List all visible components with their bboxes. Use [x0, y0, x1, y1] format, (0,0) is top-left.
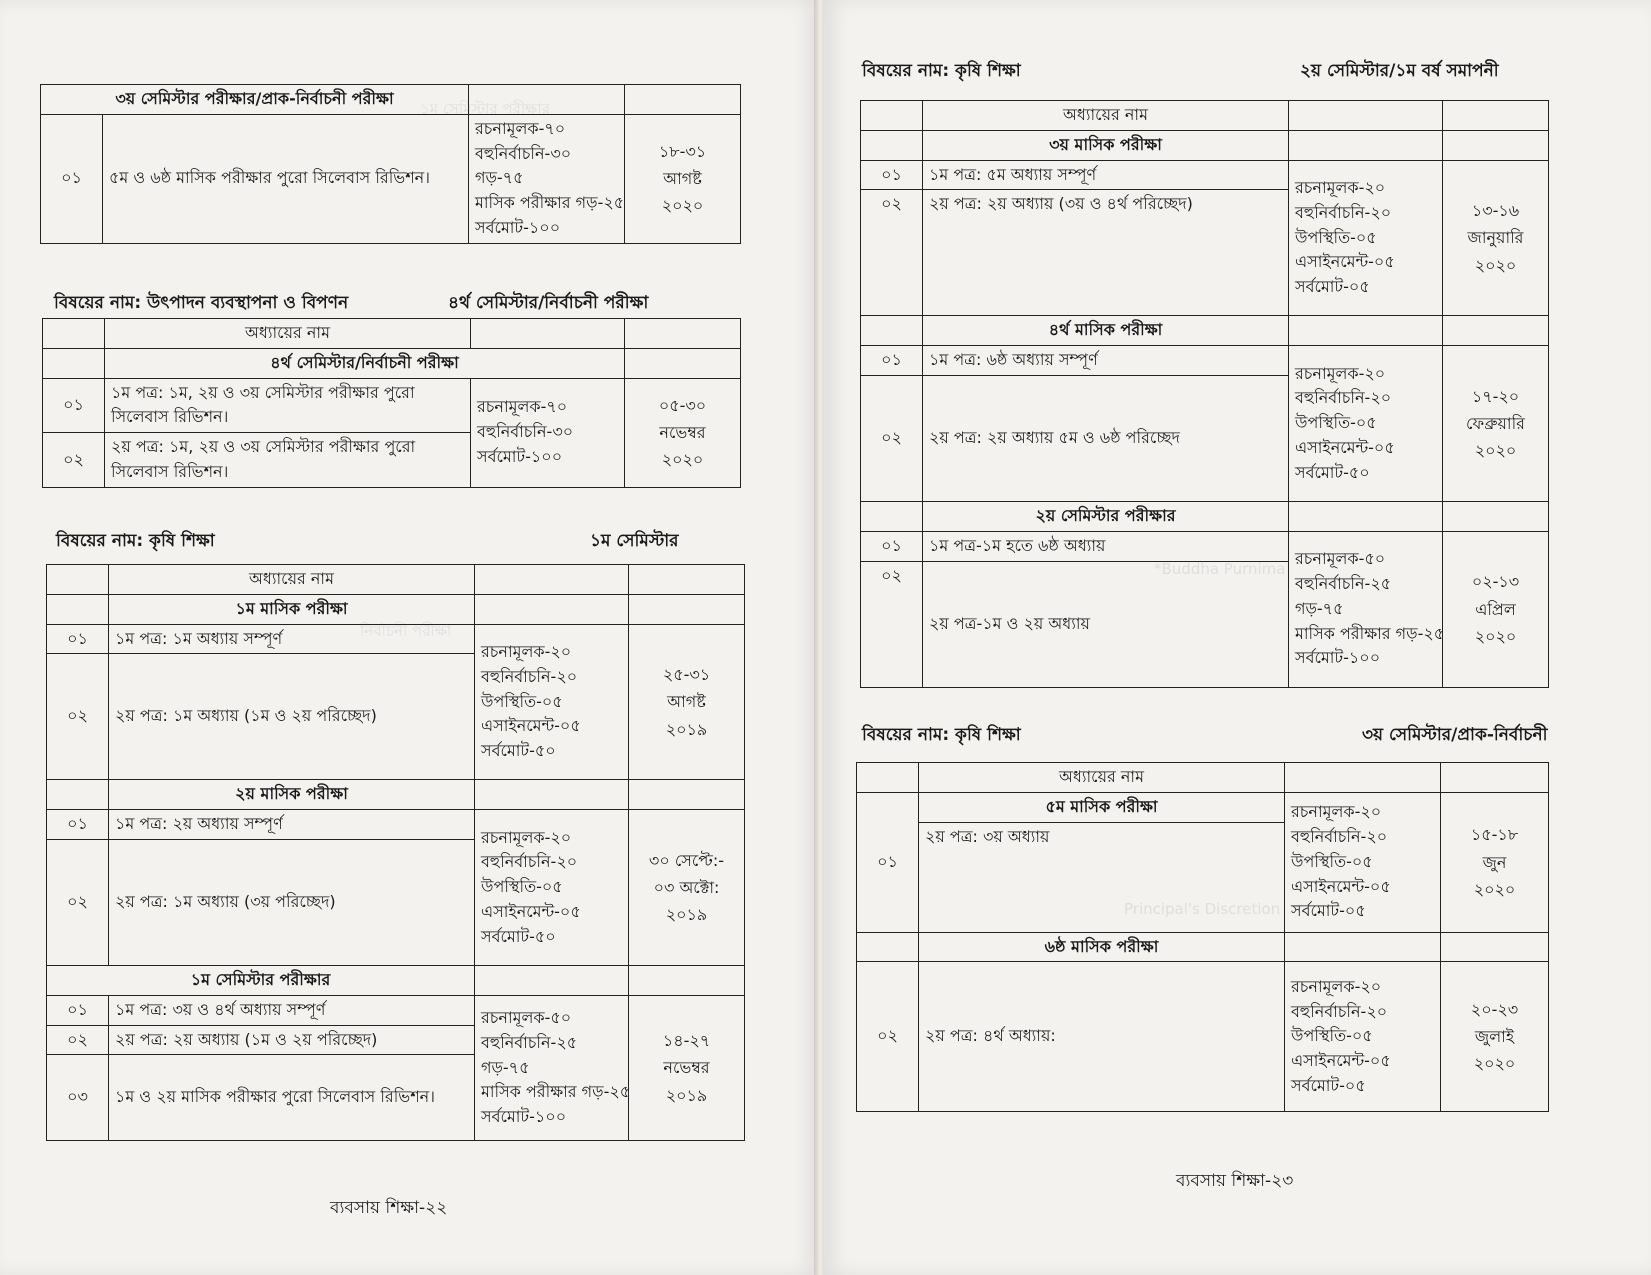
exam-date: ১৩-১৬ জানুয়ারি ২০২০ [1443, 160, 1549, 316]
serial-number: ০২ [861, 375, 923, 501]
bleed-through-text: Principal's Discretion [1124, 900, 1281, 918]
section-title: ৬ষ্ঠ মাসিক পরীক্ষা [919, 932, 1285, 962]
chapter-topic: ১ম ও ২য় মাসিক পরীক্ষার পুরো সিলেবাস রিভিশন। [109, 1055, 475, 1141]
exam-date: ১৫-১৮ জুন ২০২০ [1441, 792, 1549, 932]
section-title: ৪র্থ মাসিক পরীক্ষা [923, 316, 1289, 346]
chapter-topic: ২য় পত্র: ১ম, ২য় ও ৩য় সেমিস্টার পরীক্ষার পুরো সিলেবাস রিভিশন। [105, 433, 471, 488]
marks-distribution: রচনামূলক-২০ বহুনির্বাচনি-২০ উপস্থিতি-০৫ এসাইনমেন্ট-০৫ সর্বমোট-৫০ [1289, 346, 1443, 502]
marks-distribution: রচনামূলক-২০ বহুনির্বাচনি-২০ উপস্থিতি-০৫ এসাইনমেন্ট-০৫ সর্বমোট-০৫ [1285, 792, 1441, 932]
bleed-through-text: *Buddha Purnima [1154, 560, 1286, 578]
marks-distribution: রচনামূলক-২০ বহুনির্বাচনি-২০ উপস্থিতি-০৫ এসাইনমেন্ট-০৫ সর্বমোট-৫০ [475, 810, 629, 966]
exam-name: ৩য় সেমিস্টার/প্রাক-নির্বাচনী [1362, 725, 1548, 745]
chapter-topic: ১ম পত্র: ৬ষ্ঠ অধ্যায় সম্পূর্ণ [923, 346, 1289, 376]
section-title: ৫ম মাসিক পরীক্ষা [919, 792, 1285, 822]
subject-name: বিষয়ের নাম: কৃষি শিক্ষা [56, 531, 215, 551]
marks-distribution: রচনামূলক-৫০ বহুনির্বাচনি-২৫ গড়-৭৫ মাসিক পরীক্ষার গড়-২৫ সর্বমোট-১০০ [475, 995, 629, 1141]
subject-name: বিষয়ের নাম: কৃষি শিক্ষা [862, 725, 1021, 745]
schedule-table-production-marketing [42, 318, 740, 488]
exam-date: ১৪-২৭ নভেম্বর ২০১৯ [629, 995, 745, 1141]
bleed-through-text: নির্বাচনী পরীক্ষা [360, 622, 452, 640]
chapter-topic: ২য় পত্র: ৩য় অধ্যায় [919, 822, 1285, 932]
exam-date: ০৫-৩০ নভেম্বর ২০২০ [625, 378, 741, 487]
marks-distribution: রচনামূলক-২০ বহুনির্বাচনি-২০ উপস্থিতি-০৫ এসাইনমেন্ট-০৫ সর্বমোট-০৫ [1285, 962, 1441, 1112]
exam-name: ২য় সেমিস্টার/১ম বর্ষ সমাপনী [1300, 61, 1499, 81]
marks-distribution: রচনামূলক-৭০ বহুনির্বাচনি-৩০ গড়-৭৫ মাসিক পরীক্ষার গড়-২৫ সর্বমোট-১০০ [469, 114, 625, 243]
right-page [824, 0, 1651, 1275]
exam-name: ৪র্থ সেমিস্টার/নির্বাচনী পরীক্ষা [448, 293, 649, 313]
schedule-table-agriculture-1st-semester [46, 564, 744, 1141]
column-header: অধ্যায়ের নাম [105, 319, 471, 349]
marks-distribution: রচনামূলক-২০ বহুনির্বাচনি-২০ উপস্থিতি-০৫ এসাইনমেন্ট-০৫ সর্বমোট-০৫ [1289, 160, 1443, 316]
serial-number: ০২ [857, 962, 919, 1112]
chapter-topic: ১ম পত্র: ১ম অধ্যায় সম্পূর্ণ [109, 624, 475, 654]
chapter-topic: ৫ম ও ৬ষ্ঠ মাসিক পরীক্ষার পুরো সিলেবাস রিভিশন। [103, 114, 469, 243]
exam-date: ২০-২৩ জুলাই ২০২০ [1441, 962, 1549, 1112]
schedule-table-agriculture-2nd-semester [860, 100, 1525, 688]
serial-number: ০৩ [47, 1055, 109, 1141]
section-title: ১ম সেমিস্টার পরীক্ষার [47, 965, 475, 995]
schedule-table-agriculture-3rd-semester [856, 762, 1518, 1112]
exam-name: ১ম সেমিস্টার [590, 531, 679, 551]
chapter-topic: ২য় পত্র: ২য় অধ্যায় ৫ম ও ৬ষ্ঠ পরিচ্ছেদ [923, 375, 1289, 501]
serial-number: ০১ [47, 995, 109, 1025]
column-header: অধ্যায়ের নাম [923, 101, 1289, 131]
marks-distribution: রচনামূলক-৭০ বহুনির্বাচনি-৩০ সর্বমোট-১০০ [471, 378, 625, 487]
section-title: ৩য় মাসিক পরীক্ষা [923, 130, 1289, 160]
serial-number: ০১ [43, 378, 105, 433]
marks-distribution: রচনামূলক-৫০ বহুনির্বাচনি-২৫ গড়-৭৫ মাসিক পরীক্ষার গড়-২৫ সর্বমোট-১০০ [1289, 531, 1443, 687]
schedule-table-3rd-semester-pre-test [40, 84, 740, 244]
serial-number: ০১ [47, 624, 109, 654]
chapter-topic: ১ম পত্র: ৩য় ও ৪র্থ অধ্যায় সম্পূর্ণ [109, 995, 475, 1025]
chapter-topic: ২য় পত্র: ১ম অধ্যায় (১ম ও ২য় পরিচ্ছেদ) [109, 654, 475, 780]
page-footer: ব্যবসায় শিক্ষা-২২ [330, 1198, 448, 1218]
bleed-through-text: ১ম সেমিস্টার পরীক্ষার [420, 100, 550, 118]
marks-distribution: রচনামূলক-২০ বহুনির্বাচনি-২০ উপস্থিতি-০৫ এসাইনমেন্ট-০৫ সর্বমোট-৫০ [475, 624, 629, 780]
chapter-topic: ১ম পত্র: ৫ম অধ্যায় সম্পূর্ণ [923, 160, 1289, 190]
serial-number: ০১ [861, 531, 923, 561]
serial-number: ০২ [47, 654, 109, 780]
serial-number: ০১ [861, 346, 923, 376]
exam-date: ০২-১৩ এপ্রিল ২০২০ [1443, 531, 1549, 687]
chapter-topic: ১ম পত্র: ২য় অধ্যায় সম্পূর্ণ [109, 810, 475, 840]
exam-date: ১৭-২০ ফেব্রুয়ারি ২০২০ [1443, 346, 1549, 502]
serial-number: ০২ [47, 839, 109, 965]
chapter-topic: ১ম পত্র: ১ম, ২য় ও ৩য় সেমিস্টার পরীক্ষার পুরো সিলেবাস রিভিশন। [105, 378, 471, 433]
section-title: ৪র্থ সেমিস্টার/নির্বাচনী পরীক্ষা [105, 348, 625, 378]
serial-number: ০২ [43, 433, 105, 488]
serial-number: ০১ [41, 114, 103, 243]
section-title: ৩য় সেমিস্টার পরীক্ষার/প্রাক-নির্বাচনী পরীক্ষা [41, 85, 469, 115]
exam-date: ২৫-৩১ আগষ্ট ২০১৯ [629, 624, 745, 780]
column-header: অধ্যায়ের নাম [109, 565, 475, 595]
section-title: ২য় সেমিস্টার পরীক্ষার [923, 501, 1289, 531]
exam-date: ১৮-৩১ আগষ্ট ২০২০ [625, 114, 741, 243]
left-page [0, 0, 818, 1275]
chapter-topic: ২য় পত্র: ৪র্থ অধ্যায়: [919, 962, 1285, 1112]
section-title: ২য় মাসিক পরীক্ষা [109, 780, 475, 810]
subject-name: বিষয়ের নাম: কৃষি শিক্ষা [862, 61, 1021, 81]
chapter-topic: ২য় পত্র: ২য় অধ্যায় (৩য় ও ৪র্থ পরিচ্ছেদ) [923, 190, 1289, 316]
section-title: ১ম মাসিক পরীক্ষা [109, 594, 475, 624]
page-footer: ব্যবসায় শিক্ষা-২৩ [1176, 1171, 1294, 1191]
chapter-topic: ২য় পত্র-১ম ও ২য় অধ্যায় [923, 561, 1289, 687]
chapter-topic: ২য় পত্র: ১ম অধ্যায় (৩য় পরিচ্ছেদ) [109, 839, 475, 965]
serial-number: ০২ [861, 561, 923, 687]
chapter-topic: ১ম পত্র-১ম হতে ৬ষ্ঠ অধ্যায় [923, 531, 1289, 561]
column-header: অধ্যায়ের নাম [919, 763, 1285, 793]
serial-number: ০১ [857, 792, 919, 932]
serial-number: ০২ [47, 1025, 109, 1055]
subject-name: বিষয়ের নাম: উৎপাদন ব্যবস্থাপনা ও বিপণন [54, 293, 349, 313]
exam-date: ৩০ সেপ্টে:- ০৩ অক্টো: ২০১৯ [629, 810, 745, 966]
chapter-topic: ২য় পত্র: ২য় অধ্যায় (১ম ও ২য় পরিচ্ছেদ) [109, 1025, 475, 1055]
serial-number: ০২ [861, 190, 923, 316]
serial-number: ০১ [861, 160, 923, 190]
serial-number: ০১ [47, 810, 109, 840]
